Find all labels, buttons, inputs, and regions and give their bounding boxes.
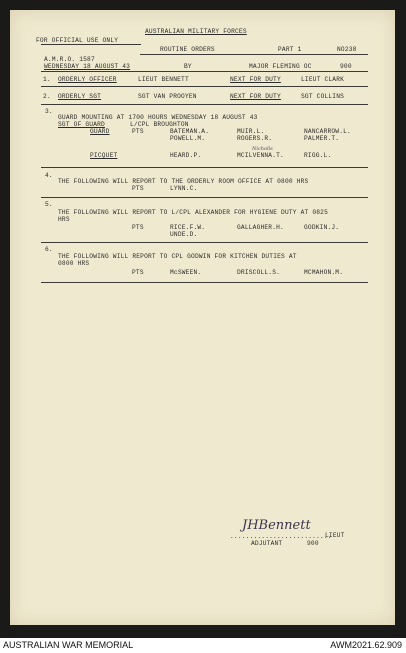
hygiene-duty-text: THE FOLLOWING WILL REPORT TO L/CPL ALEXANDER FOR HYGIENE DUTY AT 0825 [58, 209, 329, 216]
section-number: 4. [45, 172, 53, 179]
next-for-duty-label: NEXT FOR DUTY [230, 93, 281, 100]
handwritten-signature: JHBennett [242, 518, 311, 533]
divider [41, 282, 368, 283]
section-number: 3. [45, 108, 53, 115]
divider [41, 71, 368, 72]
duty-member: DRISCOLL.S. [237, 269, 281, 276]
guard-member: PALMER.T. [304, 135, 340, 142]
picquet-member: MCILVENNA.T. [237, 152, 284, 159]
issued-by: MAJOR FLEMING OC [249, 63, 312, 70]
next-for-duty-name: LIEUT CLARK [301, 76, 345, 83]
next-for-duty-label: NEXT FOR DUTY [230, 76, 281, 83]
document-sheet [10, 10, 395, 625]
picquet-member: RIGG.L. [304, 152, 332, 159]
section-number: 1. [43, 76, 51, 83]
orderly-sgt-name: SGT VAN PROOYEN [138, 93, 197, 100]
hygiene-duty-text-cont: HRS [58, 216, 70, 223]
orderly-room-text: THE FOLLOWING WILL REPORT TO THE ORDERLY ROOM OFFICE AT 0800 HRS [58, 178, 309, 185]
duty-member: GODKIN.J. [304, 224, 340, 231]
duty-member: RICE.F.W. [170, 224, 206, 231]
duty-member: LYNN.C. [170, 185, 198, 192]
guard-member: ROGERS.R. [237, 135, 273, 142]
guard-member: BATEMAN.A. [170, 128, 210, 135]
part-label: PART 1 [278, 46, 302, 53]
divider [140, 54, 368, 55]
kitchen-duty-text-cont: 0800 HRS [58, 260, 90, 267]
section-number: 5. [45, 201, 53, 208]
guard-label: GUARD [90, 128, 110, 135]
kitchen-duty-text: THE FOLLOWING WILL REPORT TO CPL GODWIN FOR KITCHEN DUTIES AT [58, 253, 297, 260]
duty-member: UNDE.D. [170, 231, 198, 238]
guard-member: POWELL.M. [170, 135, 206, 142]
divider [41, 167, 368, 168]
routine-orders: ROUTINE ORDERS [160, 46, 215, 53]
orderly-officer-label: ORDERLY OFFICER [58, 76, 117, 83]
duty-member: McSWEEN. [170, 269, 202, 276]
pts-label: PTS [132, 185, 144, 192]
duty-member: MCMAHON.M. [304, 269, 344, 276]
signature-dots: .......................... [230, 533, 332, 540]
by-label: BY [184, 63, 192, 70]
divider [41, 242, 368, 243]
archive-credit: AUSTRALIAN WAR MEMORIAL [3, 640, 134, 650]
sgt-of-guard-label: SGT OF GUARD [58, 121, 105, 128]
signature-rank: LIEUT [325, 532, 345, 539]
order-date: WEDNESDAY 18 AUGUST 43 [44, 63, 131, 70]
doc-header: AUSTRALIAN MILITARY FORCES [145, 28, 247, 35]
official-use-notice: FOR OFFICIAL USE ONLY [36, 37, 119, 44]
signature-unit: 900 [307, 540, 319, 547]
orderly-officer-name: LIEUT BENNETT [138, 76, 189, 83]
sgt-of-guard-name: L/CPL BROUGHTON [130, 121, 189, 128]
pts-label: PTS [132, 269, 144, 276]
picquet-member: HEARD.P. [170, 152, 202, 159]
guard-member: NANCARROW.L. [304, 128, 351, 135]
guard-mounting-text: GUARD MOUNTING AT 1700 HOURS WEDNESDAY 18 AUGUST 43 [58, 114, 258, 121]
archive-reference: AWM2021.62.909 [330, 640, 402, 650]
unit-number: 900 [340, 63, 352, 70]
orderly-sgt-label: ORDERLY SGT [58, 93, 102, 100]
pts-label: PTS [132, 224, 144, 231]
guard-member: MUIR.L. [237, 128, 265, 135]
handwritten-annotation: Nicholls [252, 146, 273, 152]
divider [41, 44, 141, 45]
divider [41, 86, 368, 87]
divider [41, 197, 368, 198]
signature-role: ADJUTANT [251, 540, 283, 547]
pts-label: PTS [132, 128, 144, 135]
picquet-label: PICQUET [90, 152, 118, 159]
divider [41, 104, 368, 105]
amro-ref: A.M.R.O. 1587 [44, 56, 95, 63]
order-number: NO238 [337, 46, 357, 53]
section-number: 2. [43, 93, 51, 100]
duty-member: GALLAGHER.H. [237, 224, 284, 231]
next-for-duty-name: SGT COLLINS [301, 93, 345, 100]
section-number: 6. [45, 246, 53, 253]
